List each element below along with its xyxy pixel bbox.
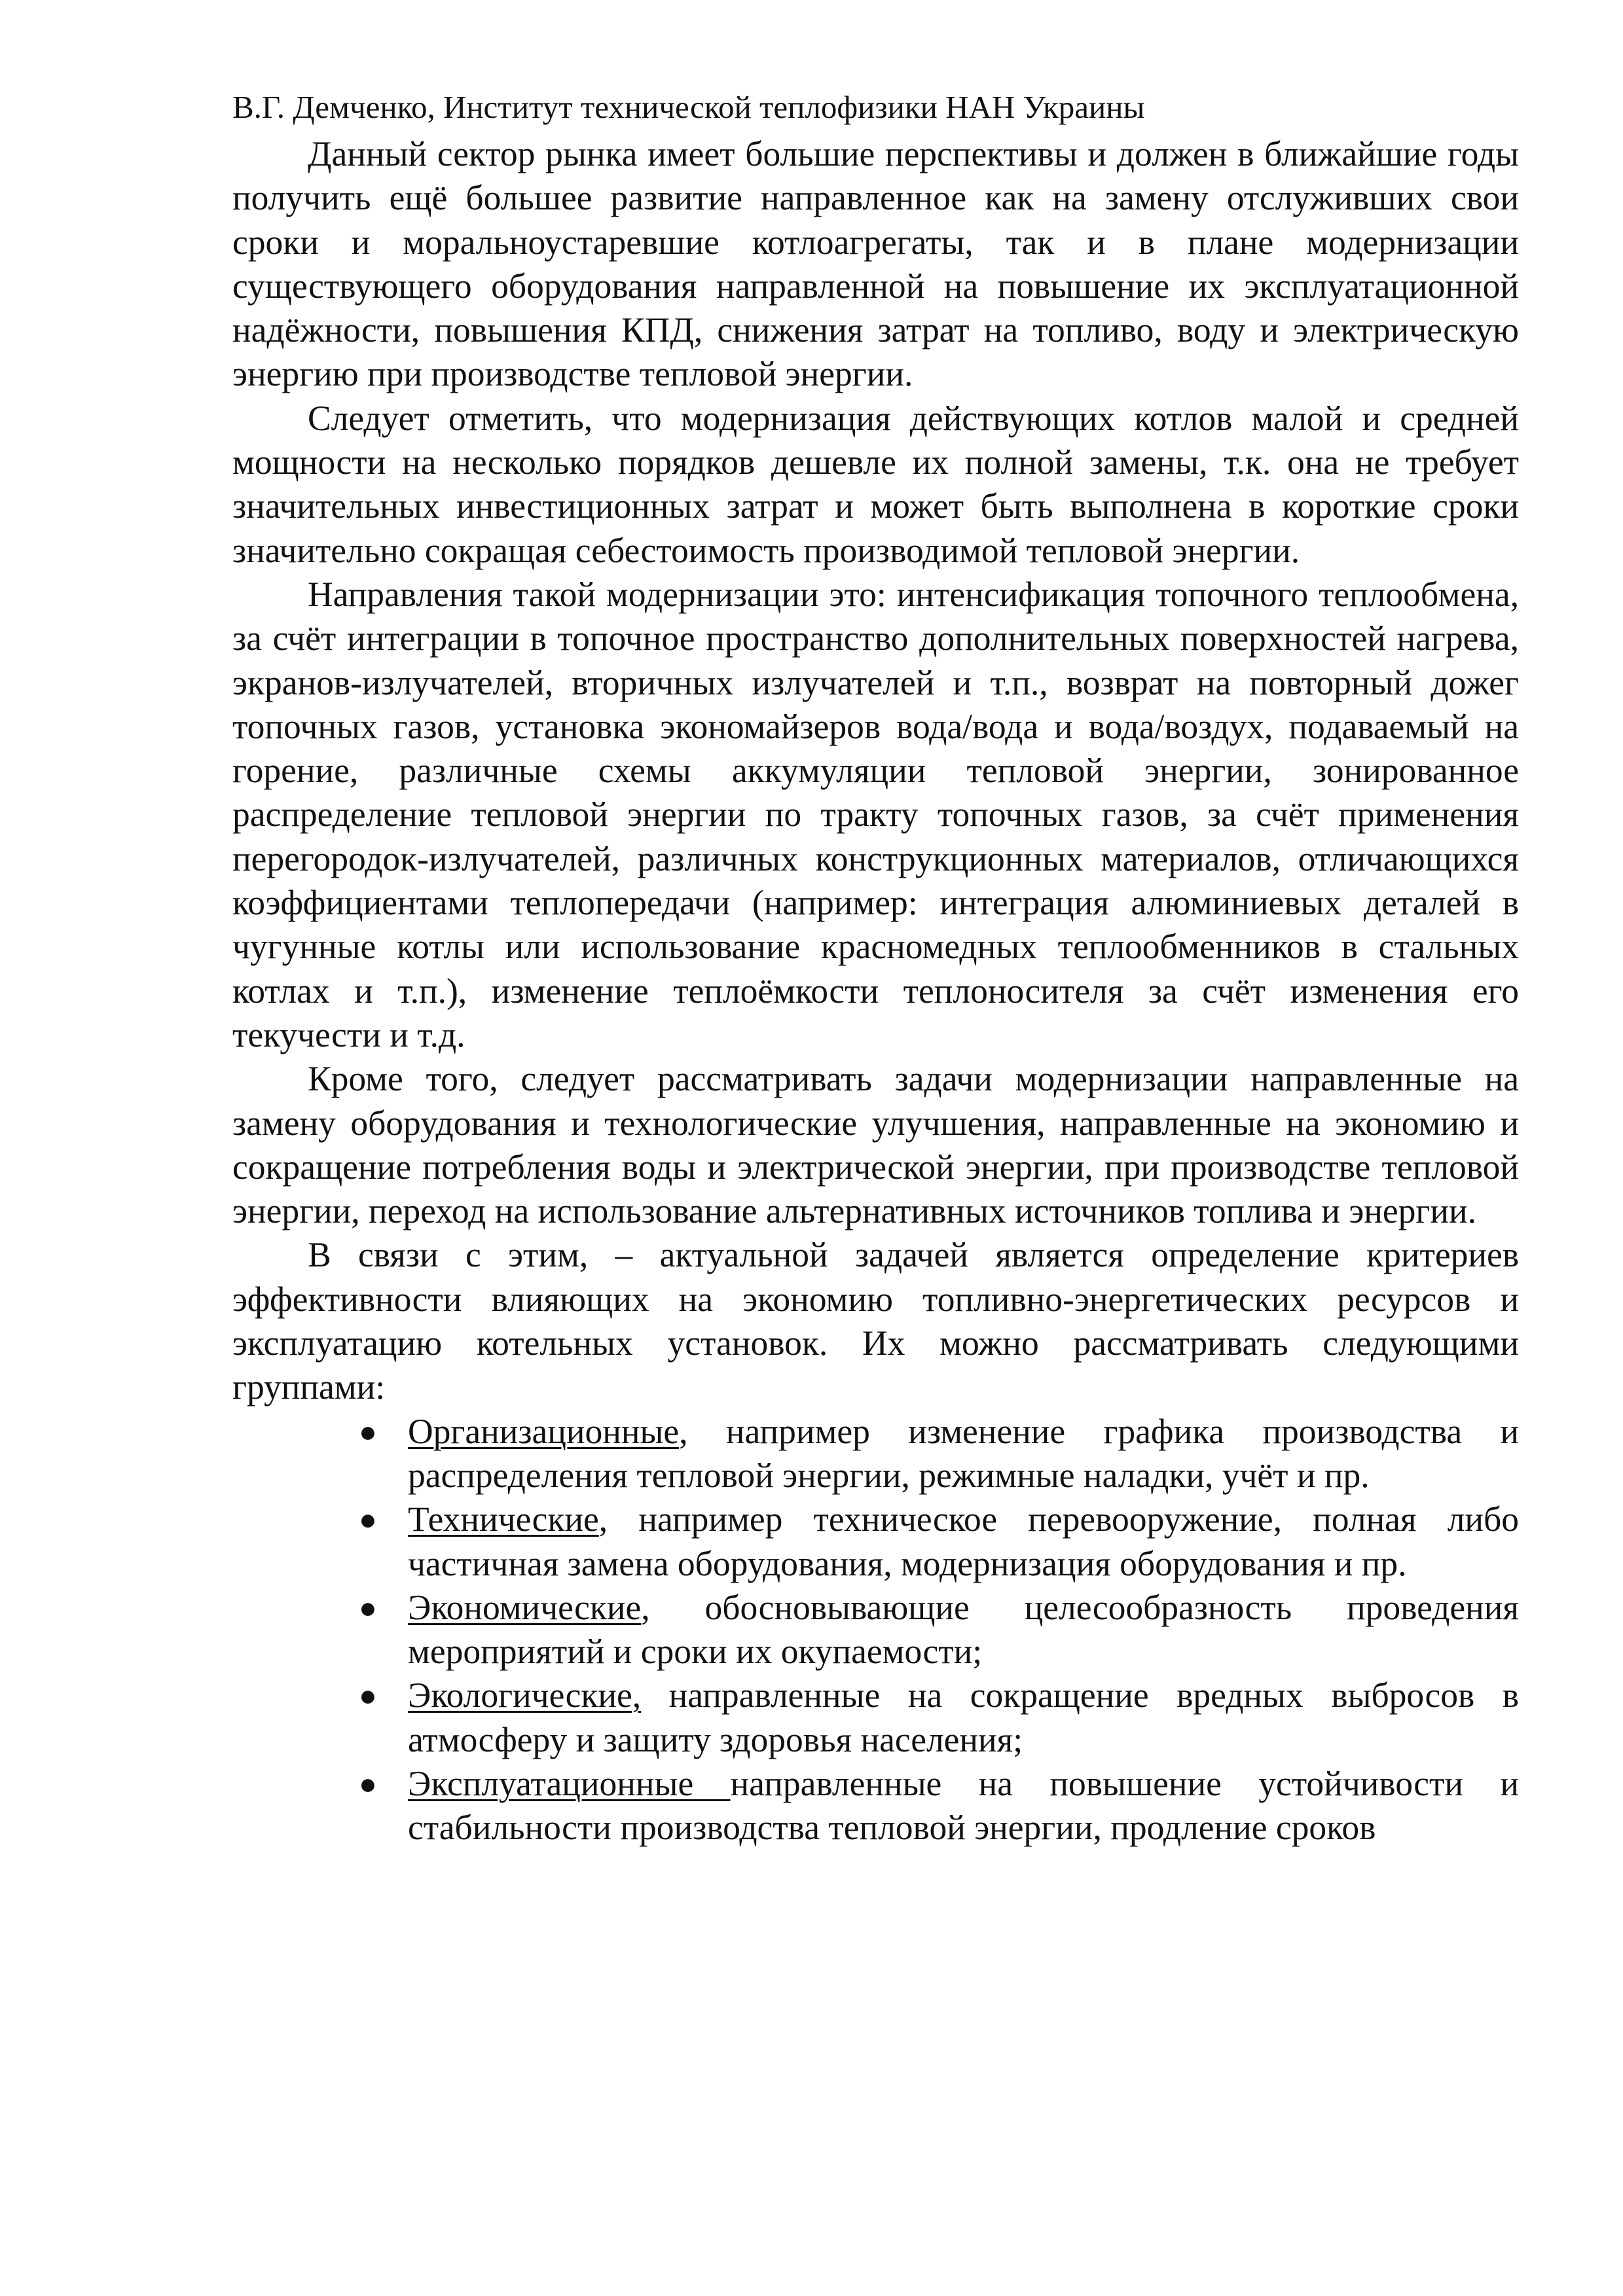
list-item-term: Эксплуатационные: [408, 1763, 731, 1803]
list-item-ecological: [359, 1674, 1519, 1762]
list-item-term: Технические: [408, 1499, 599, 1539]
list-item-text: , например изменение графика производства и распределения тепловой энергии, режимные наладки, учёт и пр.: [408, 1411, 1519, 1495]
bullet-icon: ●: [359, 1767, 377, 1801]
paragraph-criteria-intro: В связи с этим, – актуальной задачей является определение критериев эффективности влияющих на экономию топливно-энергетических ресурсов и эксплуатацию котельных установок. Их можно рассматривать следующими группами:: [232, 1235, 1519, 1407]
bullet-icon: ●: [359, 1414, 377, 1448]
list-item-term: Организационные: [408, 1411, 680, 1451]
paragraph-market-sector: Данный сектор рынка имеет большие перспективы и должен в ближайшие годы получить ещё большее развитие направленное как на замену отслуживших свои сроки и моральноустаревшие котлоагрегаты, так и в плане модернизации существующего оборудования направленной на повышение их эксплуатационной надёжности, повышения КПД, снижения затрат на топливо, воду и электрическую энергию при производстве тепловой энергии.: [232, 134, 1519, 394]
list-item-term: Экономические: [408, 1587, 642, 1627]
list-item-technical: [359, 1498, 1519, 1586]
bullet-icon: ●: [359, 1679, 377, 1713]
paragraph-additional-tasks: Кроме того, следует рассматривать задачи модернизации направленные на замену оборудования и технологические улучшения, направленные на экономию и сокращение потребления воды и электрической энергии, при производстве тепловой энергии, переход на использование альтернативных источников топлива и энергии.: [232, 1059, 1519, 1231]
list-item-term: Экологические,: [408, 1676, 642, 1715]
list-item-operational: [359, 1762, 1520, 1850]
list-item-organizational: [359, 1410, 1519, 1498]
document-page: [232, 85, 1519, 1850]
list-item-text: , например техническое перевооружение, полная либо частичная замена оборудования, модернизация оборудования и пр.: [408, 1499, 1519, 1583]
bullet-icon: ●: [359, 1590, 377, 1624]
criteria-list: [232, 1410, 1519, 1850]
paragraph-modernization-cost: Следует отметить, что модернизация действующих котлов малой и средней мощности на несколько порядков дешевле их полной замены, т.к. она не требует значительных инвестиционных затрат и может быть выполнена в короткие сроки значительно сокращая себестоимость производимой тепловой энергии.: [232, 398, 1519, 570]
list-item-text: , обосновывающие целесообразность проведения мероприятий и сроки их окупаемости;: [408, 1587, 1519, 1672]
list-item-text: направленные на сокращение вредных выбросов в атмосферу и защиту здоровья населения;: [408, 1676, 1519, 1759]
list-item-text: направленные на повышение устойчивости и стабильности производства тепловой энергии, продление сроков: [408, 1763, 1520, 1848]
paragraph-modernization-directions: Направления такой модернизации это: интенсификация топочного теплообмена, за счёт интеграции в топочное пространство дополнительных поверхностей нагрева, экранов-излучателей, вторичных излучателей и т.п., возврат на повторный дожег топочных газов, установка экономайзеров вода/вода и вода/воздух, подаваемый на горение, различные схемы аккумуляции тепловой энергии, зонированное распределение тепловой энергии по тракту топочных газов, за счёт применения перегородок-излучателей, различных конструкционных материалов, отличающихся коэффициентами теплопередачи (например: интеграция алюминиевых деталей в чугунные котлы или использование красномедных теплообменников в стальных котлах и т.п.), изменение теплоёмкости теплоносителя за счёт изменения его текучести и т.д.: [232, 574, 1519, 1054]
page-header: В.Г. Демченко, Институт технической теплофизики НАН Украины: [232, 89, 1145, 125]
list-item-economic: [359, 1586, 1519, 1674]
bullet-icon: ●: [359, 1503, 377, 1537]
